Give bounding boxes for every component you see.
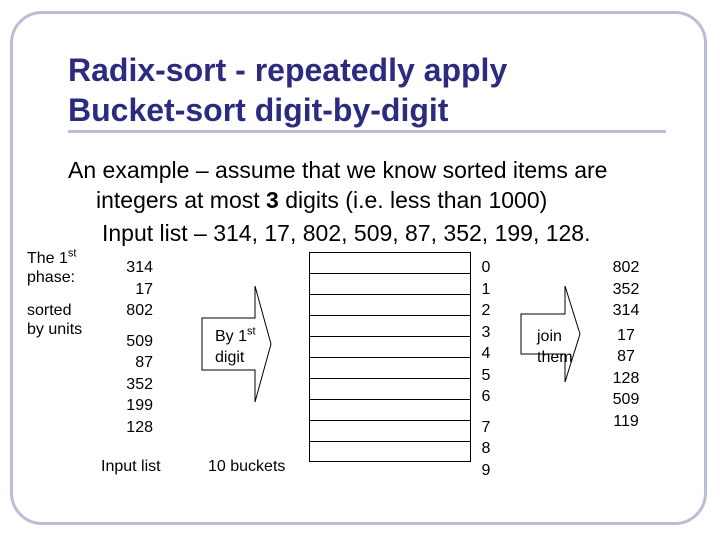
bucket-index: 4 [481,345,491,362]
list-item: 802 [612,259,640,276]
list-item: 509 [126,332,153,350]
slide-title [68,50,507,130]
bucket-index: 5 [481,366,491,384]
bucket-box-8 [309,420,471,442]
list-item: 17 [617,326,635,344]
bucket-index: 2 [481,302,491,319]
list-item: 802 [126,302,153,319]
output-list-values [606,257,646,432]
phase-label-text: The 1 [27,250,68,267]
bucket-arrow-line-1 [215,326,256,347]
bucket-box-4 [309,336,471,358]
intro-line-2 [96,185,547,215]
list-item: 119 [613,412,639,430]
list-item: 128 [126,418,153,436]
bucket-index: 3 [481,323,491,341]
list-item: 199 [126,397,153,414]
bucket-arrow-label [215,326,256,368]
intro-max-digits: 3 [266,187,279,213]
list-item: 17 [135,280,153,298]
bucket-index: 7 [481,418,491,436]
intro-line-1: An example – assume that we know sorted items are [68,157,608,183]
bucket-index: 0 [481,259,491,276]
phase-label-line-2: phase: [27,269,76,286]
bucket-index: 1 [481,280,491,298]
phase-label [27,249,76,287]
sorted-label-line-1: sorted [27,302,72,319]
title-line-2: Bucket-sort digit-by-digit [68,92,449,128]
list-item: 87 [617,348,635,365]
bucket-arrow-sup: st [247,325,256,338]
sorted-label-line-2: by units [27,321,83,338]
intro-line-2-a: integers at most [96,187,267,213]
input-list-caption: Input list [101,458,161,475]
list-item: 352 [612,280,640,298]
bucket-index: 8 [481,440,491,457]
bucket-box-6 [309,378,471,400]
bucket-box-7 [309,399,471,421]
bucket-box-5 [309,357,471,379]
bucket-indices [476,257,496,481]
bucket-index: 6 [481,388,491,405]
buckets-caption: 10 buckets [208,458,286,475]
phase-label-sup: st [67,247,77,260]
bucket-box-3 [309,315,471,337]
join-arrow-line-2: them [537,349,573,366]
list-item: 314 [126,259,153,276]
title-line-1: Radix-sort - repeatedly apply [68,52,508,88]
join-arrow-line-1: join [537,328,562,345]
bucket-arrow-line-2: digit [215,349,245,366]
intro-line-2-c: digits (i.e. less than 1000) [278,187,548,213]
intro-line-3: Input list – 314, 17, 802, 509, 87, 352, 199, 128. [102,220,591,246]
bucket-box-9 [309,441,471,462]
list-item: 509 [612,391,640,408]
list-item: 314 [612,302,640,319]
bucket-box-0 [309,252,471,274]
sorted-by-units-label [27,301,82,339]
phase-label-line-1 [27,249,76,268]
bucket-box-1 [309,273,471,295]
list-item: 87 [135,354,153,371]
title-divider [68,130,666,133]
list-item: 128 [612,369,640,387]
list-item: 352 [126,375,153,393]
bucket-index: 9 [481,461,491,479]
bucket-box-2 [309,294,471,316]
input-list-values [113,257,153,438]
bucket-arrow-text: By 1 [215,328,248,345]
join-arrow-label [537,326,573,368]
